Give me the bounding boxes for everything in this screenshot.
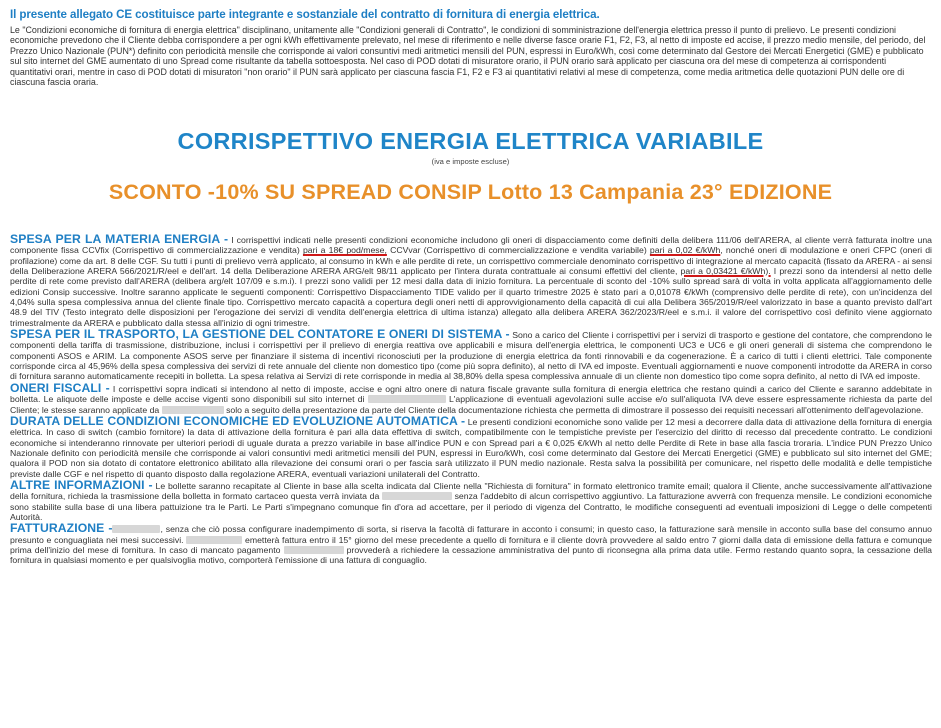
document-heading: Il presente allegato CE costituisce parte integrante e sostanziale del contratto di fornitura di energia elettrica. bbox=[10, 8, 600, 21]
redacted-text bbox=[382, 492, 452, 500]
section-title: ONERI FISCALI - bbox=[10, 380, 110, 395]
section-oneri-fiscali bbox=[10, 380, 933, 415]
promo-title: SCONTO -10% SU SPREAD CONSIP Lotto 13 Campania 23° EDIZIONE bbox=[108, 180, 833, 204]
section-trasporto bbox=[10, 329, 932, 382]
highlight-ccvfix: pari a 18€ pod/mese, bbox=[302, 245, 387, 256]
section-materia-energia bbox=[10, 234, 932, 328]
section-text: provvederà a richiedere la cessazione amministrativa del punto di riconsegna alla prima data utile. Fermo restando quanto sopra, la cessazione della fornitura in qualsiasi momento e per qualsivoglia motivo, comporterà l'emissione di una fattura di conguaglio. bbox=[10, 544, 932, 566]
redacted-text bbox=[186, 536, 242, 544]
section-title: SPESA PER LA MATERIA ENERGIA - bbox=[10, 232, 229, 246]
section-text: , senza che ciò possa configurare inadempimento di sorta, si riserva la facoltà di fatturare in acconto i consumi; in questo caso, la fatturazione sarà mensile in acconto sulla base del consumo annuo presunto e conguagliata nei mesi successivi. bbox=[10, 524, 932, 545]
section-text: I corrispettivi sopra indicati si intendono al netto di imposte, accise e ogni altro onere di natura fiscale gravante sulla fornitura di energia elettrica che restano quindi a carico del Cliente e saranno addebitate in bolletta. Le aliquote delle imposte e delle accise vigenti sono disponibili sul sito internet di bbox=[10, 383, 932, 405]
offer-title: CORRISPETTIVO ENERGIA ELETTRICA VARIABILE bbox=[177, 128, 764, 154]
section-text: emetterà fattura entro il 15° giorno del mese precedente a quello di fornitura e il cliente dovrà provvedere al saldo entro 7 giorni dalla data di emissione della fattura e comunque prima dell'inizio del mese di fornitura. In caso di mancato pagamento bbox=[10, 534, 933, 555]
redacted-text bbox=[162, 406, 224, 414]
section-altre-informazioni bbox=[10, 477, 933, 522]
section-text: I corrispettivi indicati nelle presenti condizioni economiche includono gli oneri di dispacciamento come definiti della delibera 111/06 dell'ARERA, al cliente verrà fatturata inoltre una componente fissa CCVfix (Corrispettivo di commercializzazione e vendita) bbox=[10, 235, 932, 256]
section-durata bbox=[10, 413, 933, 479]
redacted-text bbox=[284, 546, 344, 554]
intro-paragraph: Le "Condizioni economiche di fornitura di energia elettrica" disciplinano, unitamente alle "Condizioni generali di Contratto", le condizioni di somministrazione dell'energia elettrica presso il punto di prelievo. Le presenti condizioni economiche prevedono che il Cliente debba corrispondere a per ogni kWh effettivamente prelevato, nel mese di riferimento e nelle diverse fasce orarie F1, F2, F3, al netto di imposte ed accise, il prezzo medio mensile, del periodo, del Prezzo Unico Nazionale (PUN*) definito con periodicità mensile che corrisponde ai valori consuntivi medi aritmetici mensili del PUN, espressi in Euro/kWh, così come determinato dal Gestore dei Mercati Energetici (GME) e pubblicato sul sito internet del GME aumentato di uno Spread come risultante da tabella sottoesposta. Nel caso di POD dotati di misuratore orario, il PUN orario sarà applicato per ciascuna ora del mese di competenza ai corrispondenti quantitativi orari, mentre in caso di POD dotati di misuratori "non orario" il PUN sarà applicato per ciascuna fascia F1, F2 e F3 ai quantitativi relativi al mese di competenza, come media aritmetica delle quotazioni PUN delle ore di ciascuna fascia oraria. bbox=[10, 25, 926, 88]
section-text: solo a seguito della presentazione da parte del Cliente della documentazione richiesta che permetta di dimostrare il possesso dei requisiti necessari all'ottenimento dell'agevolazione. bbox=[223, 404, 924, 415]
conditions-body bbox=[10, 234, 932, 567]
section-text: CCVvar (Corrispettivo di commercializzazione e vendita variabile) bbox=[386, 245, 650, 256]
section-text: I prezzi sono da intendersi al netto delle perdite di rete come previsto dall'ARERA (delibera arg/elt 107/09 e s.m.i). I prezzi sono validi per 12 mesi dalla data di inizio fornitura. La percentuale di sconto del -10% sullo spread sarà di volta in volta applicata all'aggiornamento delle edizioni Consip successive. Inoltre saranno applicate le seguenti componenti: Corrispettivo Dispacciamento TIDE valido per il quarto trimestre 2025 è stato pari a 0,01078 €/kWh (comprensivo delle perdite di rete), con un'incidenza del 4,04% sulla spesa complessiva annua del cliente finale tipo. Corrispettivo mercato capacità a copertura degli oneri netti di approvvigionamento della capacità di cui alla Delibera 365/2019/R/eel valorizzato in base a quanto previsto dall'art 48.9 del TIV (Testo integrato delle disposizioni per l'erogazione dei servizi di vendita dell'energia elettrica di ultima istanza) allegato alla delibera ARERA 362/2023/R/eel e s.m.i. il valore del corrispettivo così definito viene aggiornato trimestralmente da ARERA e pubblicato dalla stessa all'inizio di ogni trimestre. bbox=[10, 266, 932, 328]
section-text: Le presenti condizioni economiche sono valide per 12 mesi a decorrere dalla data di attivazione della fornitura di energia elettrica. In caso di switch (cambio fornitore) la data di attivazione della fornitura è pari alla data effettiva di switch, compatibilmente con le tempistiche previste per l'esercizio del diritto di recesso dal precedente contratto. Le condizioni economiche si intenderanno rinnovate per ulteriori periodi di uguale durata a prezzo variabile in base all'indice PUN e con Spread pari a € 0,025 €/kWh al netto delle Perdite di Rete in base alla fascia troraria. L'indice PUN Prezzo Unico Nazionale definito con periodicità mensile che corrisponde ai valori consuntivi medi aritmetici mensili del PUN, espressi in Euro/kWh, così come determinato dal Gestore dei Mercati Energetici (GME) e pubblicato sul sito internet del GME; qualora il POD non sia dotato di contatore elettronico abilitato alla rilevazione dei consumi orari o per fascia sarà utilizzato il PUN medio nazionale. Resta salva la possibilità per comunicare, nel rispetto delle modalità e delle tempistiche previste dalle CGF e nel rispetto di quanto disposto dalla regolazione ARERA, eventuali variazioni unilaterali del Contratto. bbox=[10, 416, 933, 479]
section-text: senza l'addebito di alcun corrispettivo aggiuntivo. La fatturazione avverrà con frequenza mensile. Le condizioni economiche sono stabilite sulla base di una libera pattuizione tra le Parti. Le Parti s'impegnano comunque fin d'ora ad accettare, per il periodo di vigenza del Contratto, le modifiche conseguenti ad eventuali imposizioni di Legge o delle competenti Autorità. bbox=[10, 491, 933, 522]
section-title: ALTRE INFORMAZIONI - bbox=[10, 477, 153, 492]
section-fatturazione bbox=[10, 523, 932, 565]
section-title: DURATA DELLE CONDIZIONI ECONOMICHE ED EVOLUZIONE AUTOMATICA - bbox=[10, 413, 466, 428]
highlight-ccvvar: pari a 0,02 €/kWh bbox=[649, 245, 721, 256]
section-title: FATTURAZIONE - bbox=[10, 521, 113, 536]
tax-note: (iva e imposte escluse) bbox=[431, 157, 510, 166]
redacted-text bbox=[112, 525, 160, 533]
section-title: SPESA PER IL TRASPORTO, LA GESTIONE DEL CONTATORE E ONERI DI SISTEMA - bbox=[10, 327, 510, 342]
section-text: L'applicazione di eventuali agevolazioni sulle accise e/o sull'aliquota IVA deve essere espressamente richiesta da parte del Cliente; le stesse saranno applicate da bbox=[10, 394, 933, 415]
section-text: Le bollette saranno recapitate al Cliente in base alla scelta indicata dal Cliente nella "Richiesta di fornitura" in formato elettronico tramite email; qualora il Cliente, anche successivamente all'attivazione della fornitura, richieda la trasmissione della bolletta in formato cartaceo questa verrà inviata da bbox=[10, 480, 932, 502]
highlight-capacity-fee: pari a 0,03421 €/kWh). bbox=[680, 266, 771, 277]
section-text: , nonché oneri di modulazione e oneri CFPC (oneri di profilazione) come da art. 8 delle CGF. Su tutti i punti di prelievo verrà applicato, al consumo in kWh e alle perdite di rete, un corrispettivo commerciale denominato corrispettivo di integrazione al mercato capacità (fissato da ARERA - ai sensi della Deliberazione ARERA 566/2021/R/eel e dell'art. 14 della Deliberazione ARERA ARG/elt 98/11 applicato per l'intera durata contrattuale ai consumi effettivi del cliente, bbox=[10, 245, 932, 277]
redacted-text bbox=[368, 395, 446, 403]
section-text: Sono a carico del Cliente i corrispettivi per i servizi di trasporto e gestione del contatore, che comprendono le componenti della tariffa di trasmissione, distribuzione, inclusi i corrispettivi per il prelievo di energia reattiva ove applicabili e misura dell'energia elettrica, le componenti UC3 e UC6 e gli oneri generali di sistema che comprendono le componenti ASOS e ARIM. La componente ASOS serve per finanziare il sistema di incentivi riconosciuti per la produzione di energia elettrica da fonti rinnovabili e da cogenerazione. È a carico di tutti i clienti elettrici. Tale componente corrisponde circa al 45,96% della spesa complessiva dei servizi di rete annuale del cliente non domestico tipo (come più sopra definito), al netto di IVA ed imposte. Eventuali aggiornamenti e nuove componenti introdotte da ARERA in corso di fornitura saranno automaticamente recepiti in bolletta. La spesa relativa ai Servizi di rete corrisponde in media al 38,80% della spesa complessiva annuale di un cliente non domestico tipo come sopra definito, al netto di IVA ed imposte. bbox=[10, 330, 932, 382]
